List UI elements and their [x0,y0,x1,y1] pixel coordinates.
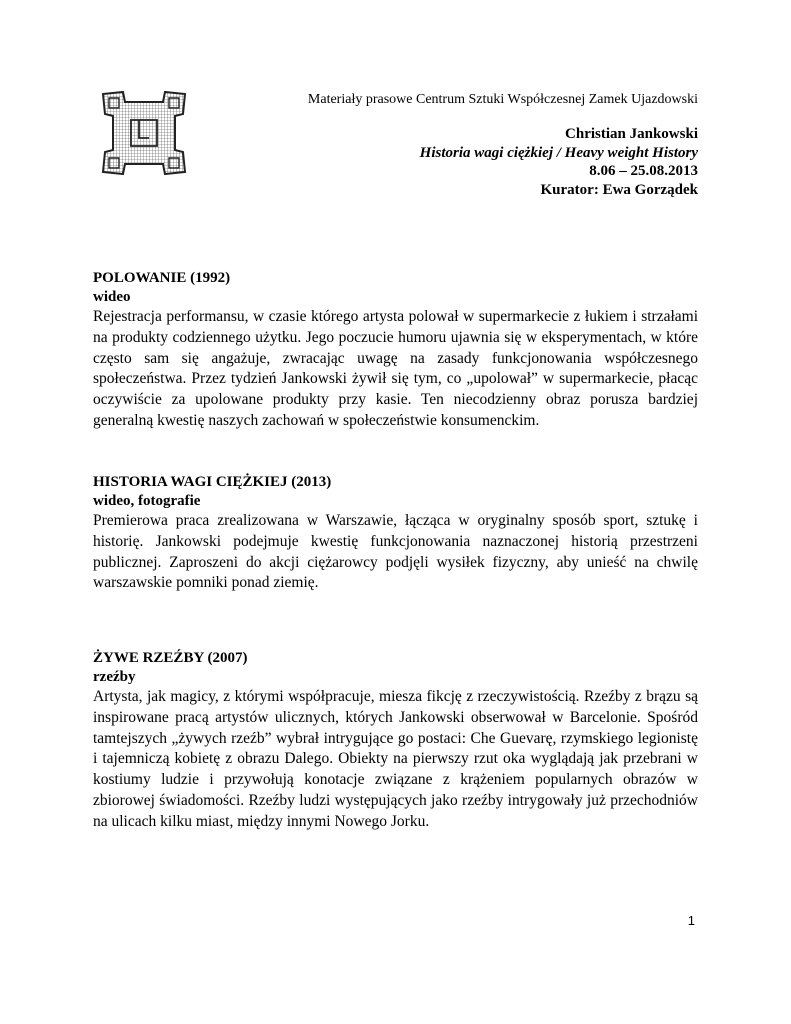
page-number: 1 [687,913,695,928]
section-title: HISTORIA WAGI CIĘŻKIEJ (2013) [93,474,332,490]
section-polowanie [93,268,698,432]
section-body: Premierowa praca zrealizowana w Warszawie, łącząca w oryginalny sposób sport, sztukę i historię. Jankowski podejmuje kwestię funkcjonowania naznaczonej historią przestrzeni publicznej. Zaproszeni do akcji ciężarowcy podjęli wysiłek fizyczny, aby unieść na chwilę warszawskie pomniki ponad ziemię. [93,512,698,592]
section-subtitle: wideo, fotografie [93,493,201,509]
artist-name: Christian Jankowski [565,126,698,142]
section-historia-wagi-ciezkiej [93,472,698,594]
castle-grid-logo-icon [101,90,187,176]
section-subtitle: rzeźby [93,669,136,685]
exhibition-info [420,125,698,199]
section-title: ŻYWE RZEŹBY (2007) [93,650,248,666]
institution-line: Materiały prasowe Centrum Sztuki Współczesnej Zamek Ujazdowski [307,92,698,107]
section-body: Rejestracja performansu, w czasie którego artysta polował w supermarkecie z łukiem i strzałami na produkty codziennego użytku. Jego poczucie humoru ujawnia się w eksperymentach, w które często sam się angażuje, zwracając uwagę na zasady funkcjonowania współczesnego społeczeństwa. Przez tydzień Jankowski żywił się tym, co „upolował” w supermarkecie, płacąc oczywiście za upolowane produkty przy kasie. Ten niecodzienny obraz porusza bardziej generalną kwestię naszych zachowań w społeczeństwie konsumenckim. [93,308,698,429]
exhibition-title: Historia wagi ciężkiej / Heavy weight History [419,144,698,161]
exhibition-dates: 8.06 – 25.08.2013 [589,163,698,179]
curator: Kurator: Ewa Gorządek [540,181,698,198]
section-title: POLOWANIE (1992) [93,270,231,286]
section-zywe-rzezby [93,648,698,833]
section-subtitle: wideo [93,289,131,305]
section-body: Artysta, jak magicy, z którymi współpracuje, miesza fikcję z rzeczywistością. Rzeźby z brązu są inspirowane pracą artystów ulicznych, których Jankowski obserwował w Barcelonie. Spośród tamtejszych „żywych rzeźb” wybrał intrygujące go postaci: Che Guevarę, rzymskiego legionistę i tajemniczą kobietę z obrazu Dalego. Obiekty na pierwszy rzut oka wyglądają jak przebrani w kostiumy ludzie i przywołują konotacje związane z krążeniem popularnych obrazów w zbiorowej świadomości. Rzeźby ludzi występujących jako rzeźby intrygowały już przechodniów na ulicach kilku miast, między innymi Nowego Jorku. [93,688,698,830]
